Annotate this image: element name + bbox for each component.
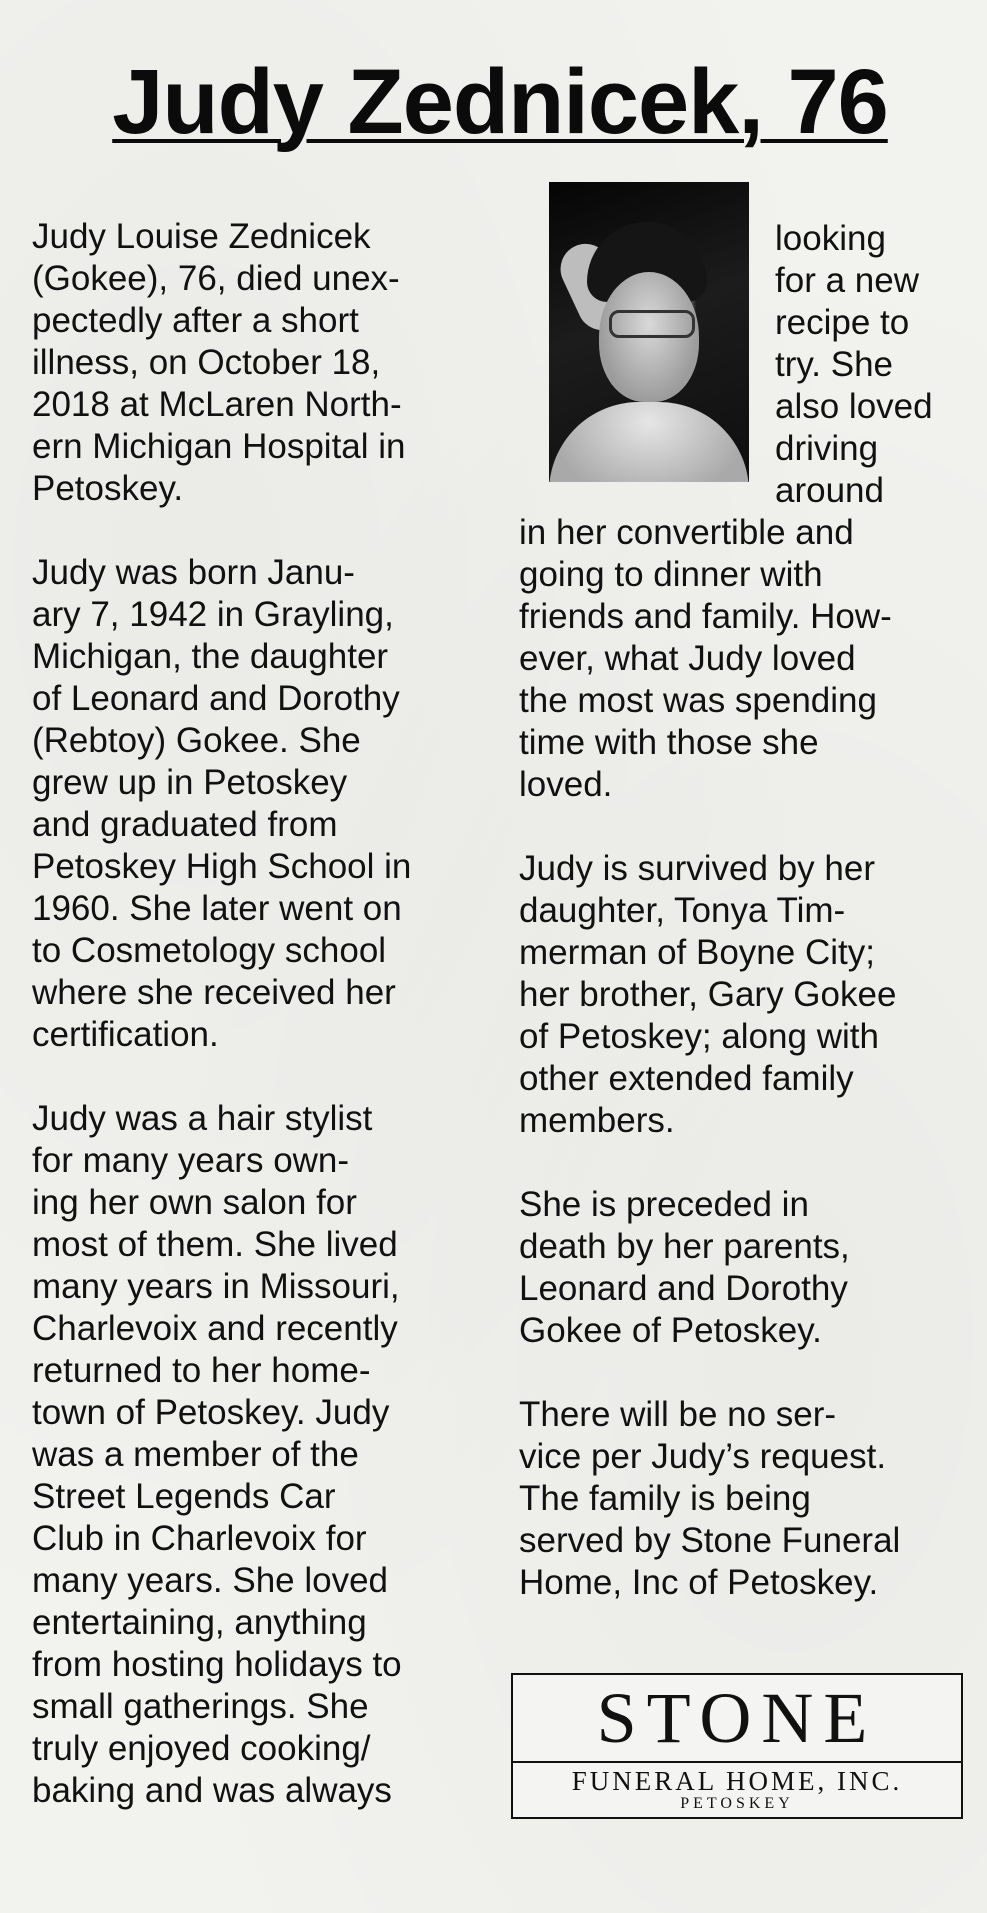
paragraph-hobbies-continued [519, 512, 979, 806]
text-line: loved. [519, 765, 613, 804]
text-line: ary 7, 1942 in Grayling, [32, 595, 394, 634]
text-line: daughter, Tonya Tim- [519, 891, 846, 930]
text-line: Judy is survived by her [519, 849, 875, 888]
text-line: ing her own salon for [32, 1183, 357, 1222]
text-line: most of them. She lived [32, 1225, 398, 1264]
paragraph-survivors [519, 848, 979, 1142]
float-text-beside-photo [775, 218, 985, 512]
text-line: Petoskey High School in [32, 847, 412, 886]
text-line: time with those she [519, 723, 819, 762]
text-line: 1960. She later went on [32, 889, 402, 928]
text-line: try. She [775, 345, 894, 384]
text-line: pectedly after a short [32, 301, 359, 340]
text-line: Street Legends Car [32, 1477, 336, 1516]
text-line: many years in Missouri, [32, 1267, 400, 1306]
text-line: Leonard and Dorothy [519, 1269, 848, 1308]
text-line: for a new [775, 261, 919, 300]
text-line: grew up in Petoskey [32, 763, 348, 802]
text-line: and graduated from [32, 805, 338, 844]
right-column [519, 512, 979, 1604]
text-line: to Cosmetology school [32, 931, 387, 970]
text-line: served by Stone Funeral [519, 1521, 901, 1560]
logo-city: PETOSKEY [680, 1795, 794, 1812]
text-line: the most was spending [519, 681, 877, 720]
text-line: of Leonard and Dorothy [32, 679, 400, 718]
text-line: certification. [32, 1015, 219, 1054]
text-line: was a member of the [32, 1435, 359, 1474]
text-line: of Petoskey; along with [519, 1017, 879, 1056]
text-line: She is preceded in [519, 1185, 809, 1224]
paragraph-death-notice [32, 216, 502, 510]
text-line: Michigan, the daughter [32, 637, 389, 676]
logo-divider [513, 1761, 961, 1763]
paragraph-early-life [32, 552, 502, 1056]
photo-glasses [609, 310, 695, 338]
text-line: Judy was a hair stylist [32, 1099, 373, 1138]
logo-name: STONE [596, 1678, 878, 1758]
text-line: going to dinner with [519, 555, 823, 594]
text-line: Judy Louise Zednicek [32, 217, 371, 256]
text-line: (Gokee), 76, died unex- [32, 259, 400, 298]
text-line: There will be no ser- [519, 1395, 837, 1434]
text-line: illness, on October 18, [32, 343, 381, 382]
logo-subtitle: FUNERAL HOME, INC. [571, 1766, 903, 1796]
text-line: ever, what Judy loved [519, 639, 856, 678]
photo-shoulders [549, 402, 749, 482]
text-line: ern Michigan Hospital in [32, 427, 406, 466]
text-line: her brother, Gary Gokee [519, 975, 897, 1014]
text-line: vice per Judy’s request. [519, 1437, 887, 1476]
text-line: Petoskey. [32, 469, 184, 508]
text-line: driving [775, 429, 879, 468]
funeral-home-logo [511, 1673, 963, 1819]
text-line: Home, Inc of Petoskey. [519, 1563, 879, 1602]
paragraph-career-life [32, 1098, 502, 1812]
text-line: baking and was always [32, 1771, 392, 1810]
text-line: recipe to [775, 303, 910, 342]
text-line: in her convertible and [519, 513, 854, 552]
left-column [32, 216, 502, 1812]
text-line: other extended family [519, 1059, 854, 1098]
text-line: many years. She loved [32, 1561, 389, 1600]
text-line: entertaining, anything [32, 1603, 367, 1642]
text-line: truly enjoyed cooking/ [32, 1729, 371, 1768]
obituary-headline: Judy Zednicek, 76 [112, 51, 888, 153]
portrait-photo [549, 182, 749, 482]
text-line: The family is being [519, 1479, 811, 1518]
text-line: merman of Boyne City; [519, 933, 875, 972]
text-line: town of Petoskey. Judy [32, 1393, 390, 1432]
text-line: death by her parents, [519, 1227, 850, 1266]
text-line: 2018 at McLaren North- [32, 385, 402, 424]
text-line: Club in Charlevoix for [32, 1519, 367, 1558]
paragraph-service [519, 1394, 979, 1604]
text-line: for many years own- [32, 1141, 350, 1180]
paragraph-preceded [519, 1184, 979, 1352]
text-line: returned to her home- [32, 1351, 371, 1390]
text-line: small gatherings. She [32, 1687, 369, 1726]
text-line: Charlevoix and recently [32, 1309, 398, 1348]
text-line: looking [775, 219, 886, 258]
text-line: where she received her [32, 973, 396, 1012]
text-line: Gokee of Petoskey. [519, 1311, 822, 1350]
text-line: (Rebtoy) Gokee. She [32, 721, 361, 760]
text-line: also loved [775, 387, 933, 426]
text-line: around [775, 471, 884, 510]
text-line: Judy was born Janu- [32, 553, 355, 592]
text-line: from hosting holidays to [32, 1645, 402, 1684]
text-line: members. [519, 1101, 675, 1140]
text-line: friends and family. How- [519, 597, 892, 636]
